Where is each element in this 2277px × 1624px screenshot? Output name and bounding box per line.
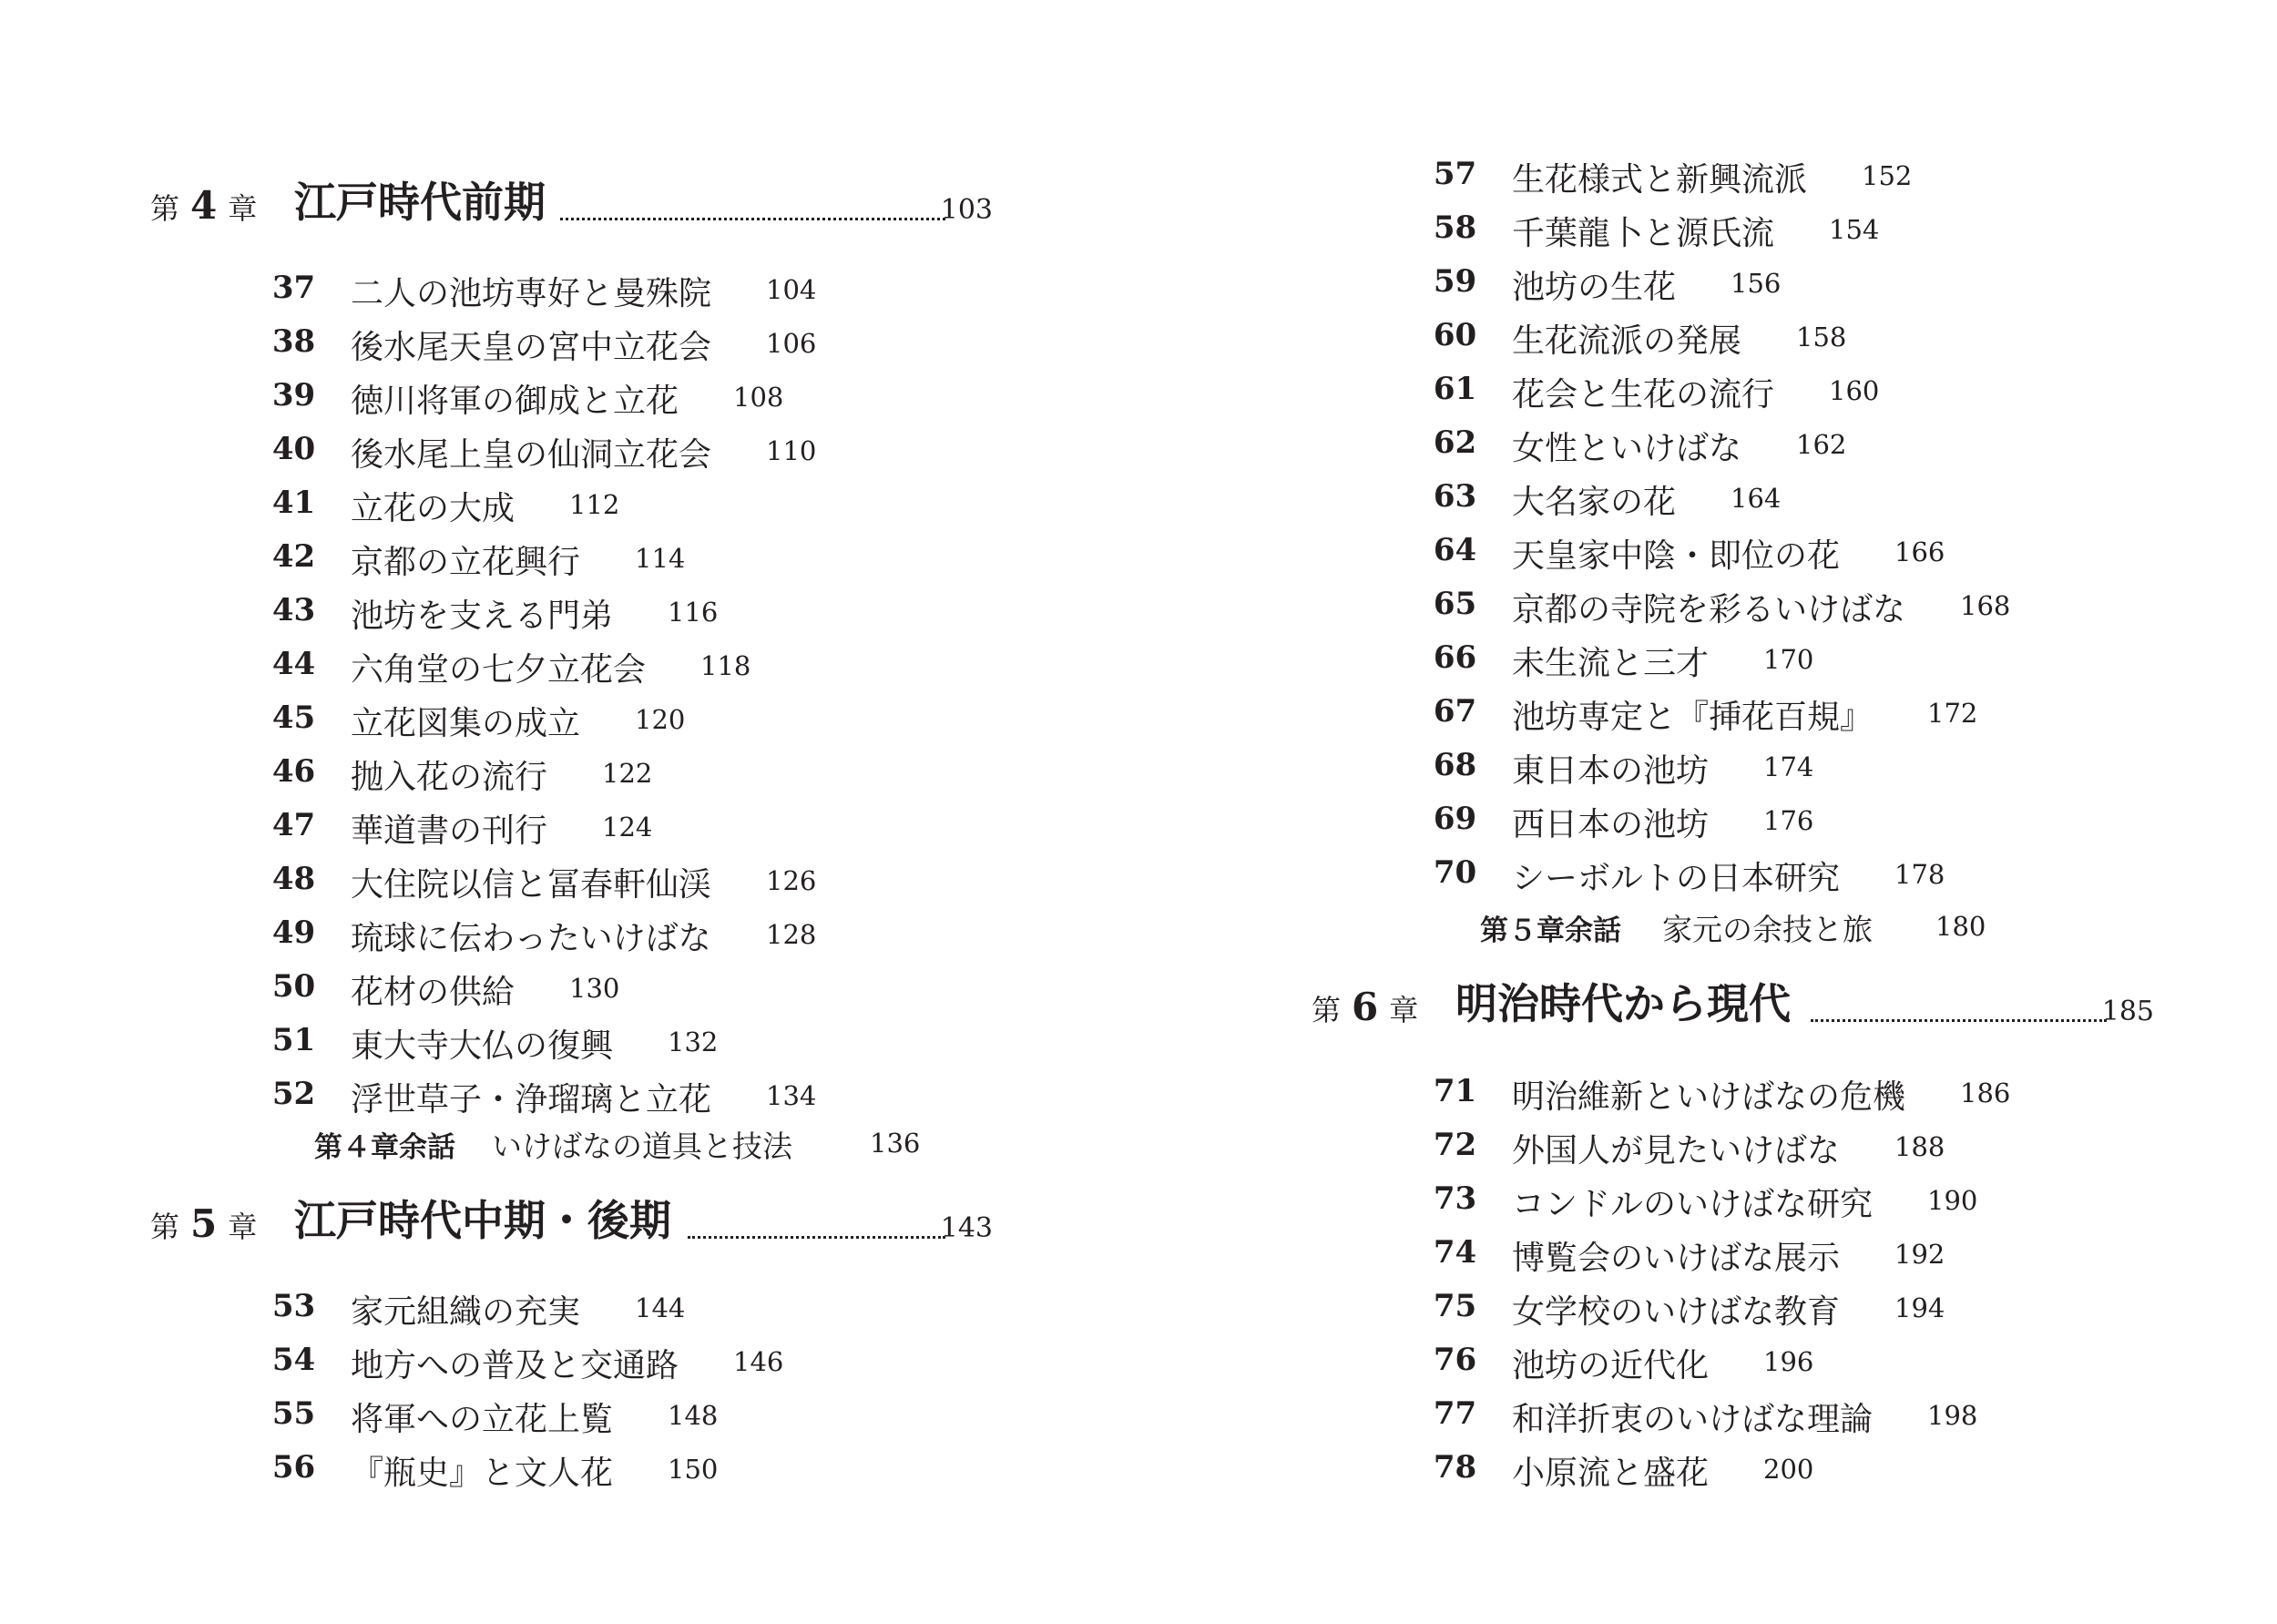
entry-page: 176	[1763, 805, 1814, 836]
entry-number: 64	[1433, 532, 1477, 568]
entry-page: 194	[1894, 1292, 1945, 1323]
entry-title: 外国人が見たいけばな	[1512, 1132, 1841, 1169]
chapter-title: 江戸時代前期	[294, 169, 551, 230]
entry-page: 154	[1829, 214, 1880, 245]
entry-number: 46	[271, 753, 316, 790]
entry-title: 六角堂の七夕立花会	[351, 651, 647, 689]
entry-page: 162	[1796, 429, 1847, 460]
entry-page: 192	[1894, 1239, 1945, 1270]
entry-title: 花材の供給	[351, 974, 516, 1011]
entry-page: 168	[1960, 590, 2011, 621]
entry-title: 大名家の花	[1512, 484, 1677, 521]
entry-title: 女学校のいけばな教育	[1512, 1293, 1841, 1331]
entry-number: 70	[1433, 854, 1477, 891]
entry-number: 56	[271, 1449, 316, 1486]
entry-title: 将軍への立花上覧	[351, 1401, 614, 1438]
entry-number: 74	[1433, 1234, 1477, 1271]
entry-number: 43	[271, 592, 316, 628]
entry-title: 地方への普及と交通路	[351, 1347, 679, 1384]
entry-page: 186	[1960, 1078, 2011, 1108]
entry-number: 50	[271, 968, 316, 1005]
entry-title: 抛入花の流行	[351, 759, 548, 796]
entry-page: 158	[1796, 322, 1847, 352]
entry-title: 池坊の近代化	[1512, 1347, 1710, 1384]
entry-title: 女性といけばな	[1512, 430, 1742, 467]
chapter-page: 143	[940, 1212, 993, 1244]
entry-title: 東日本の池坊	[1512, 752, 1710, 790]
entry-page: 124	[602, 812, 653, 843]
entry-number: 42	[271, 538, 316, 575]
entry-page: 104	[766, 274, 817, 305]
entry-number: 67	[1433, 693, 1477, 730]
entry-number: 55	[271, 1395, 316, 1432]
entry-title: 生花流派の発展	[1512, 322, 1742, 360]
entry-page: 120	[635, 704, 686, 735]
entry-number: 78	[1433, 1449, 1477, 1486]
entry-number: 73	[1433, 1180, 1477, 1217]
entry-title: 大住院以信と冨春軒仙渓	[351, 866, 712, 904]
entry-number: 60	[1433, 317, 1477, 353]
entry-page: 110	[766, 435, 817, 466]
entry-page: 174	[1763, 751, 1814, 782]
entry-number: 71	[1433, 1073, 1477, 1109]
entry-number: 51	[271, 1022, 316, 1058]
entry-page: 172	[1927, 698, 1978, 729]
entry-title: 東大寺大仏の復興	[351, 1027, 614, 1065]
entry-page: 128	[766, 919, 817, 950]
entry-title: 『瓶史』と文人花	[351, 1455, 614, 1492]
entry-title: 明治維新といけばなの危機	[1512, 1078, 1906, 1116]
entry-page: 156	[1731, 268, 1782, 299]
entry-page: 190	[1927, 1185, 1978, 1216]
entry-number: 61	[1433, 371, 1477, 407]
leader-dots	[560, 218, 945, 220]
entry-title: 立花の大成	[351, 490, 516, 527]
entry-page: 108	[733, 382, 784, 413]
entry-number: 68	[1433, 747, 1477, 783]
entry-page: 118	[700, 650, 751, 681]
chapter-number: 第 6 章	[1312, 985, 1421, 1029]
extra-label: 第４章余話	[314, 1131, 455, 1164]
leader-dots	[688, 1236, 945, 1239]
entry-title: 生花様式と新興流派	[1512, 161, 1808, 199]
entry-page: 150	[668, 1454, 719, 1485]
entry-number: 39	[271, 377, 316, 414]
entry-title: 浮世草子・浄瑠璃と立花	[351, 1081, 712, 1118]
entry-number: 65	[1433, 586, 1477, 622]
entry-number: 66	[1433, 639, 1477, 676]
entry-number: 75	[1433, 1288, 1477, 1324]
entry-title: 京都の立花興行	[351, 544, 581, 581]
entry-number: 45	[271, 700, 316, 736]
entry-title: 西日本の池坊	[1512, 806, 1710, 843]
chapter-page: 103	[940, 194, 993, 226]
entry-page: 116	[668, 597, 719, 628]
entry-page: 148	[668, 1400, 719, 1431]
entry-title: 池坊専定と『挿花百規』	[1512, 699, 1874, 736]
entry-number: 48	[271, 861, 316, 897]
chapter-5-heading[interactable]	[150, 1184, 993, 1248]
entry-title: 池坊の生花	[1512, 269, 1677, 306]
chapter-6-heading[interactable]	[1312, 967, 2154, 1031]
entry-number: 62	[1433, 424, 1477, 461]
entry-page: 166	[1894, 536, 1945, 567]
entry-page: 152	[1862, 160, 1913, 191]
entry-number: 58	[1433, 209, 1477, 246]
extra-title: いけばなの道具と技法	[492, 1129, 792, 1164]
entry-page: 198	[1927, 1400, 1978, 1431]
entry-page: 164	[1731, 483, 1782, 514]
entry-number: 57	[1433, 156, 1477, 192]
entry-number: 41	[271, 485, 316, 521]
entry-number: 63	[1433, 478, 1477, 515]
entry-title: 天皇家中陰・即位の花	[1512, 537, 1841, 575]
entry-number: 54	[271, 1342, 316, 1378]
entry-page: 114	[635, 543, 686, 574]
entry-number: 40	[271, 431, 316, 467]
entry-number: 44	[271, 646, 316, 682]
chapter-number: 第 5 章	[150, 1201, 260, 1246]
entry-page: 144	[635, 1292, 686, 1323]
entry-title: 小原流と盛花	[1512, 1455, 1710, 1492]
entry-number: 76	[1433, 1342, 1477, 1378]
entry-page: 178	[1894, 859, 1945, 890]
entry-title: 二人の池坊専好と曼殊院	[351, 275, 712, 312]
entry-page: 200	[1763, 1454, 1814, 1485]
entry-number: 72	[1433, 1127, 1477, 1163]
entry-title: シーボルトの日本研究	[1512, 860, 1841, 897]
entry-number: 69	[1433, 801, 1477, 837]
entry-page: 112	[569, 489, 620, 520]
entry-page: 196	[1763, 1346, 1814, 1377]
entry-title: 徳川将軍の御成と立花	[351, 383, 679, 420]
entry-title: 琉球に伝わったいけばな	[351, 920, 711, 957]
extra-label: 第５章余話	[1480, 914, 1621, 947]
entry-title: 未生流と三才	[1512, 645, 1710, 682]
entry-title: 家元組織の充実	[351, 1293, 581, 1331]
entry-number: 47	[271, 807, 316, 843]
entry-title: 花会と生花の流行	[1512, 376, 1775, 414]
extra-page: 136	[870, 1128, 921, 1159]
entry-title: 池坊を支える門弟	[351, 598, 614, 635]
entry-title: 京都の寺院を彩るいけばな	[1512, 591, 1906, 628]
entry-page: 160	[1829, 375, 1880, 406]
extra-title: 家元の余技と旅	[1662, 912, 1873, 947]
entry-title: 後水尾上皇の仙洞立花会	[351, 436, 712, 474]
chapter-number: 第 4 章	[150, 183, 260, 228]
entry-number: 49	[271, 914, 316, 951]
entry-number: 37	[271, 270, 316, 306]
entry-page: 146	[733, 1346, 784, 1377]
entry-number: 59	[1433, 263, 1477, 300]
entry-page: 188	[1894, 1131, 1945, 1162]
entry-number: 53	[271, 1288, 316, 1324]
chapter-title: 明治時代から現代	[1455, 971, 1796, 1031]
extra-page: 180	[1935, 911, 1986, 942]
entry-title: 華道書の刊行	[351, 812, 548, 850]
entry-number: 38	[271, 323, 316, 360]
entry-page: 132	[668, 1026, 719, 1057]
entry-number: 77	[1433, 1395, 1477, 1432]
chapter-title: 江戸時代中期・後期	[294, 1188, 677, 1248]
leader-dots	[1811, 1019, 2107, 1022]
chapter-page: 185	[2101, 996, 2154, 1027]
entry-page: 106	[766, 328, 817, 359]
entry-title: 博覧会のいけばな展示	[1512, 1240, 1841, 1277]
entry-page: 134	[766, 1080, 817, 1111]
entry-title: 和洋折衷のいけばな理論	[1512, 1401, 1874, 1438]
entry-number: 52	[271, 1076, 316, 1112]
entry-page: 126	[766, 865, 817, 896]
entry-page: 122	[602, 758, 653, 789]
entry-title: 後水尾天皇の宮中立花会	[351, 329, 712, 366]
chapter-4-heading[interactable]	[150, 166, 993, 230]
entry-page: 170	[1763, 644, 1814, 675]
entry-page: 130	[569, 973, 620, 1004]
entry-title: コンドルのいけばな研究	[1512, 1186, 1874, 1223]
entry-title: 千葉龍卜と源氏流	[1512, 215, 1775, 252]
entry-title: 立花図集の成立	[351, 705, 581, 742]
